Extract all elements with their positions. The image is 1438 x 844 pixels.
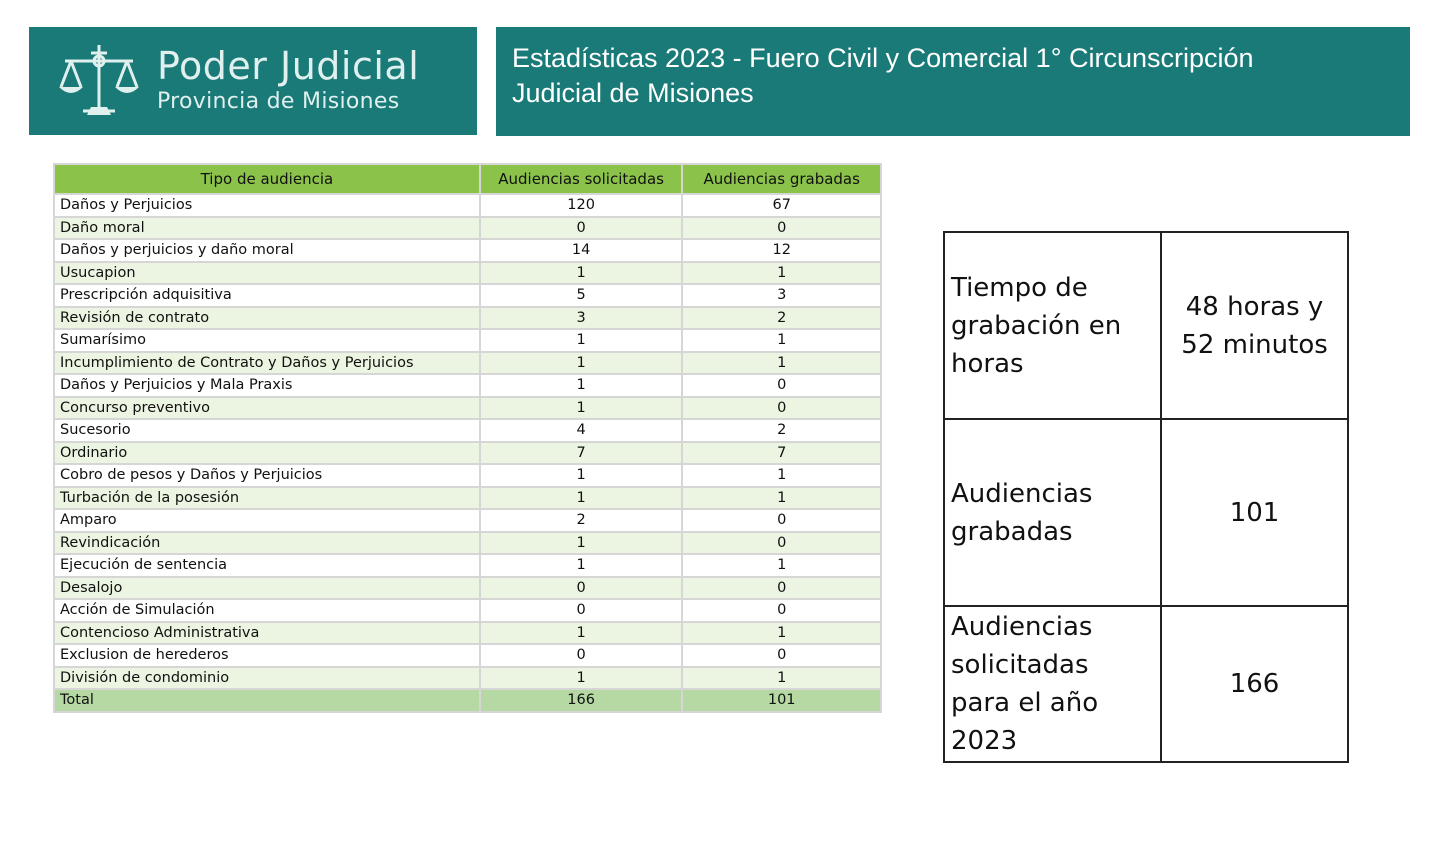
cell-solicitadas: 0 (480, 577, 683, 600)
table-row (54, 262, 881, 285)
summary-row (944, 606, 1348, 762)
summary-row (944, 232, 1348, 419)
cell-grabadas: 1 (682, 554, 881, 577)
cell-solicitadas: 0 (480, 599, 683, 622)
cell-solicitadas: 7 (480, 442, 683, 465)
table-row (54, 667, 881, 690)
cell-solicitadas: 1 (480, 622, 683, 645)
column-header-tipo: Tipo de audiencia (54, 164, 480, 194)
cell-tipo: Exclusion de herederos (54, 644, 480, 667)
cell-tipo: Daños y Perjuicios (54, 194, 480, 217)
cell-grabadas: 12 (682, 239, 881, 262)
table-row (54, 622, 881, 645)
audiencias-table (53, 163, 882, 713)
cell-grabadas: 0 (682, 599, 881, 622)
cell-grabadas: 1 (682, 667, 881, 690)
cell-solicitadas: 1 (480, 464, 683, 487)
page-title-line1: Estadísticas 2023 - Fuero Civil y Comercial 1° Circunscripción (512, 43, 1254, 73)
cell-grabadas: 0 (682, 644, 881, 667)
cell-tipo: Desalojo (54, 577, 480, 600)
table-header-row (54, 164, 881, 194)
cell-solicitadas: 1 (480, 329, 683, 352)
total-label: Total (54, 689, 480, 712)
table-row (54, 577, 881, 600)
table-row (54, 532, 881, 555)
table-row (54, 284, 881, 307)
table-row (54, 217, 881, 240)
cell-solicitadas: 0 (480, 644, 683, 667)
cell-grabadas: 3 (682, 284, 881, 307)
table-row (54, 554, 881, 577)
summary-table (943, 231, 1349, 763)
table-row (54, 329, 881, 352)
logo-subtitle: Provincia de Misiones (157, 89, 400, 114)
cell-tipo: Revindicación (54, 532, 480, 555)
cell-solicitadas: 1 (480, 487, 683, 510)
cell-solicitadas: 1 (480, 667, 683, 690)
table-row (54, 194, 881, 217)
cell-grabadas: 0 (682, 217, 881, 240)
cell-solicitadas: 4 (480, 419, 683, 442)
page-title (496, 27, 1410, 136)
cell-grabadas: 1 (682, 464, 881, 487)
summary-label: Audiencias grabadas (944, 419, 1161, 606)
page-title-line2: Judicial de Misiones (512, 78, 754, 108)
cell-grabadas: 7 (682, 442, 881, 465)
cell-tipo: Daño moral (54, 217, 480, 240)
cell-solicitadas: 1 (480, 374, 683, 397)
cell-grabadas: 0 (682, 532, 881, 555)
table-row (54, 644, 881, 667)
cell-solicitadas: 1 (480, 532, 683, 555)
cell-grabadas: 0 (682, 509, 881, 532)
cell-grabadas: 1 (682, 622, 881, 645)
summary-value: 48 horas y 52 minutos (1161, 232, 1348, 419)
cell-grabadas: 0 (682, 397, 881, 420)
cell-tipo: Amparo (54, 509, 480, 532)
cell-solicitadas: 2 (480, 509, 683, 532)
logo-banner (29, 27, 477, 135)
cell-solicitadas: 3 (480, 307, 683, 330)
table-row (54, 509, 881, 532)
cell-tipo: Ejecución de sentencia (54, 554, 480, 577)
cell-solicitadas: 1 (480, 352, 683, 375)
cell-grabadas: 2 (682, 419, 881, 442)
table-row (54, 487, 881, 510)
cell-tipo: Usucapion (54, 262, 480, 285)
summary-value: 101 (1161, 419, 1348, 606)
cell-tipo: Prescripción adquisitiva (54, 284, 480, 307)
logo-title: Poder Judicial (157, 44, 420, 88)
summary-value: 166 (1161, 606, 1348, 762)
cell-tipo: Sucesorio (54, 419, 480, 442)
total-solicitadas: 166 (480, 689, 683, 712)
table-row (54, 419, 881, 442)
total-grabadas: 101 (682, 689, 881, 712)
cell-solicitadas: 1 (480, 262, 683, 285)
cell-tipo: Incumplimiento de Contrato y Daños y Perjuicios (54, 352, 480, 375)
cell-grabadas: 0 (682, 577, 881, 600)
table-row (54, 397, 881, 420)
scales-of-justice-icon (57, 39, 141, 119)
cell-tipo: Acción de Simulación (54, 599, 480, 622)
cell-grabadas: 0 (682, 374, 881, 397)
table-row (54, 307, 881, 330)
table-row (54, 442, 881, 465)
cell-tipo: Daños y perjuicios y daño moral (54, 239, 480, 262)
cell-grabadas: 67 (682, 194, 881, 217)
column-header-grabadas: Audiencias grabadas (682, 164, 881, 194)
cell-tipo: Concurso preventivo (54, 397, 480, 420)
total-row (54, 689, 881, 712)
summary-label: Tiempo de grabación en horas (944, 232, 1161, 419)
cell-solicitadas: 5 (480, 284, 683, 307)
cell-tipo: Ordinario (54, 442, 480, 465)
table-row (54, 374, 881, 397)
cell-grabadas: 2 (682, 307, 881, 330)
table-body (54, 194, 881, 712)
summary-row (944, 419, 1348, 606)
cell-solicitadas: 1 (480, 397, 683, 420)
cell-solicitadas: 1 (480, 554, 683, 577)
cell-tipo: Contencioso Administrativa (54, 622, 480, 645)
cell-grabadas: 1 (682, 487, 881, 510)
cell-grabadas: 1 (682, 352, 881, 375)
table-row (54, 464, 881, 487)
cell-grabadas: 1 (682, 329, 881, 352)
summary-label: Audiencias solicitadas para el año 2023 (944, 606, 1161, 762)
cell-solicitadas: 120 (480, 194, 683, 217)
cell-tipo: División de condominio (54, 667, 480, 690)
cell-tipo: Revisión de contrato (54, 307, 480, 330)
table-row (54, 352, 881, 375)
cell-solicitadas: 14 (480, 239, 683, 262)
cell-grabadas: 1 (682, 262, 881, 285)
cell-tipo: Turbación de la posesión (54, 487, 480, 510)
cell-tipo: Sumarísimo (54, 329, 480, 352)
cell-tipo: Cobro de pesos y Daños y Perjuicios (54, 464, 480, 487)
table-row (54, 599, 881, 622)
cell-tipo: Daños y Perjuicios y Mala Praxis (54, 374, 480, 397)
table-row (54, 239, 881, 262)
column-header-solicitadas: Audiencias solicitadas (480, 164, 683, 194)
cell-solicitadas: 0 (480, 217, 683, 240)
